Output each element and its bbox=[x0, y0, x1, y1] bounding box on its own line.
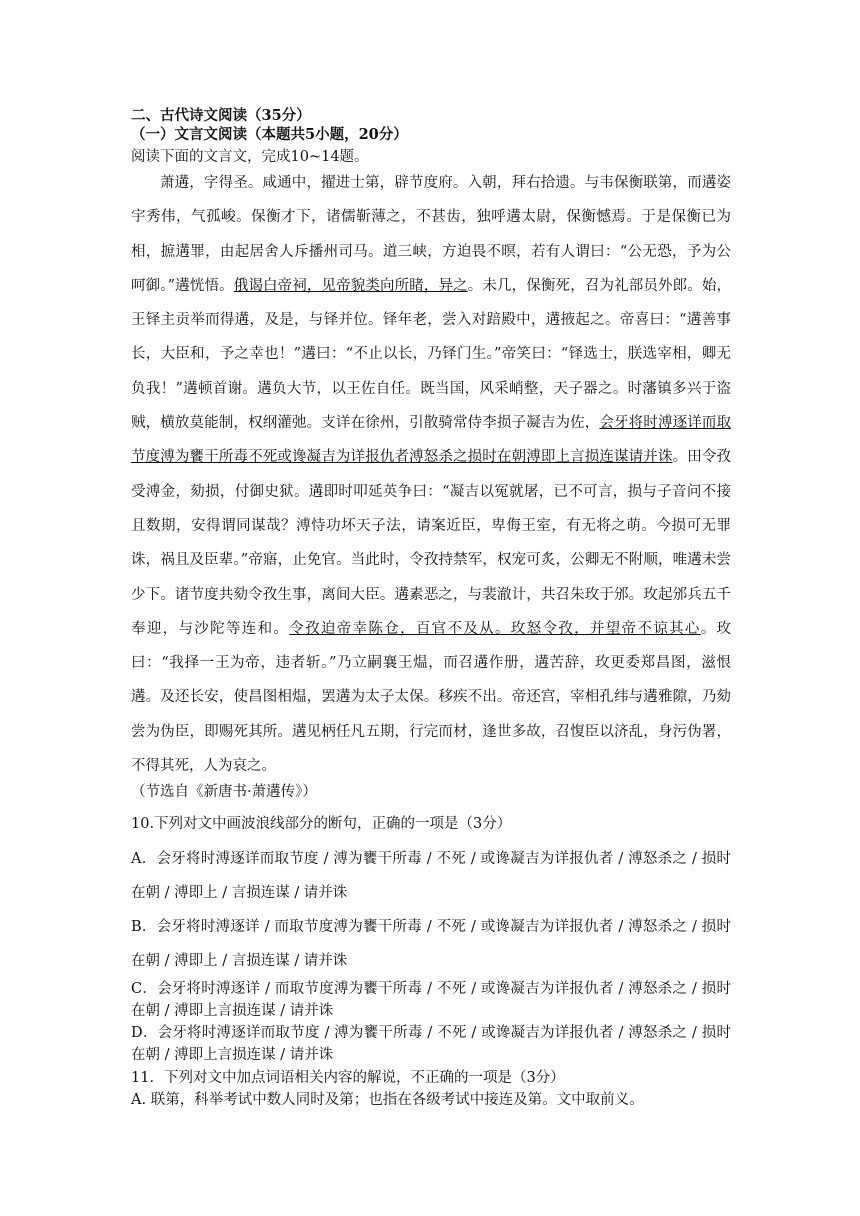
question-10-option-c: C．会牙将时溥逐详 / 而取节度溥为饔干所毒 / 不死 / 或谗凝吉为详报仇者 / 溥怒杀之 / 损时在朝 / 溥即上言损连谋 / 请并诛 bbox=[131, 981, 731, 1019]
question-10-option-b: B．会牙将时溥逐详 / 而取节度溥为饔干所毒 / 不死 / 或谗凝吉为详报仇者 / 溥怒杀之 / 损时在朝 / 溥即上 / 言损连谋 / 请并诛 bbox=[131, 919, 731, 969]
classical-chinese-passage bbox=[131, 166, 731, 783]
section-title: 二、古代诗文阅读（35分） bbox=[131, 107, 311, 124]
wavy-line-sentence: 会牙将时溥逐详而取节度溥为饔干所毒不死或谗凝吉为详报仇者溥怒杀之损时在朝溥即上言损连谋请并诛 bbox=[131, 415, 732, 466]
passage-text: 。玫曰：“我择一王为帝，违者斩。”乃立嗣襄王煴，而召遘作册，遘苦辞，玫更委郑昌图，滋恨遘。及还长安，使昌图相煴，罢遘为太子太保。移疾不出。帝还宫，宰相孔纬与遘雅隙，乃劾尝为伪臣，即赐死其所。遘见柄任凡五期，行完而材，逢世多故，召愎臣以济乱，身污伪署，不得其死，人为哀之。 bbox=[131, 620, 732, 775]
sub-section-title: （一）文言文阅读（本题共5小题，20分） bbox=[131, 126, 408, 143]
passage-source: （节选自《新唐书·萧遘传》） bbox=[131, 784, 317, 800]
question-11-stem: 11．下列对文中加点词语相关内容的解说，不正确的一项是（3分） bbox=[131, 1070, 565, 1086]
question-11-option-a: A. 联第，科举考试中数人同时及第；也指在各级考试中接连及第。文中取前义。 bbox=[131, 1092, 644, 1108]
passage-paragraph bbox=[131, 166, 731, 783]
question-10-stem: 10.下列对文中画波浪线部分的断句，正确的一项是（3分） bbox=[131, 816, 512, 832]
underlined-sentence-2: 令孜迫帝幸陈仓，百官不及从。玫怒令孜，并望帝不谅其心 bbox=[289, 620, 701, 637]
underlined-sentence-1: 俄谒白帝祠，见帝貌类向所睹，异之 bbox=[233, 277, 468, 294]
passage-text: 。未几，保衡死，召为礼部员外郎。始，王铎主贡举而得遘，及是，与铎并位。铎年老，尝入对踣殿中，遘掖起之。帝喜曰：“遘善事长，大臣和，予之幸也！”遘曰：“不止以长，乃铎门生。”帝笑曰：“铎选士，朕选宰相，卿无负我！”遘顿首谢。遘负大节，以王佐自任。既当国，风采峭整，天子器之。时藩镇多兴于盗贼，横放莫能制，权纲灌弛。支详在徐州，引散骑常侍李损子凝吉为佐， bbox=[131, 277, 731, 432]
passage-text: 萧遘，字得圣。咸通中，擢进士第，辟节度府。入朝，拜右拾遗。与韦保衡联第，而遘姿宇秀伟，气孤峻。保衡才下，诸儒靳薄之，不甚齿，独呼遘太尉，保衡憾焉。于是保衡已为相，摭遘罪，由起居舍人斥播州司马。道三峡，方迫畏不暝，若有人谓曰：“公无恐，予为公呵御。”遘恍悟。 bbox=[131, 175, 731, 294]
question-10-option-d: D．会牙将时溥逐详而取节度 / 溥为饔干所毒 / 不死 / 或谗凝吉为详报仇者 / 溥怒杀之 / 损时在朝 / 溥即上言损连谋 / 请并诛 bbox=[131, 1025, 731, 1063]
passage-text: 。田令孜受溥金，劾损，付御史狱。遘即时叩延英争曰：“凝吉以冤就屠，已不可言，损与子音问不接且数期，安得谓同谋哉？溥恃功坏天子法，请案近臣，卑侮王室，有无将之萌。今损可无罪诛，祸且及臣辈。”帝寤，止免官。当此时，令孜持禁军，权宠可炙，公卿无不附顺，唯遘未尝少下。诸节度共劾令孜生事，离间大臣。遘素恶之，与裴澈计，共召朱玫于邠。玫起邠兵五千奉迎，与沙陀等连和。 bbox=[131, 449, 732, 637]
instruction: 阅读下面的文言文，完成10~14题。 bbox=[131, 149, 369, 165]
question-10-option-a: A．会牙将时溥逐详而取节度 / 溥为饔干所毒 / 不死 / 或谗凝吉为详报仇者 / 溥怒杀之 / 损时在朝 / 溥即上 / 言损连谋 / 请并诛 bbox=[131, 851, 731, 901]
